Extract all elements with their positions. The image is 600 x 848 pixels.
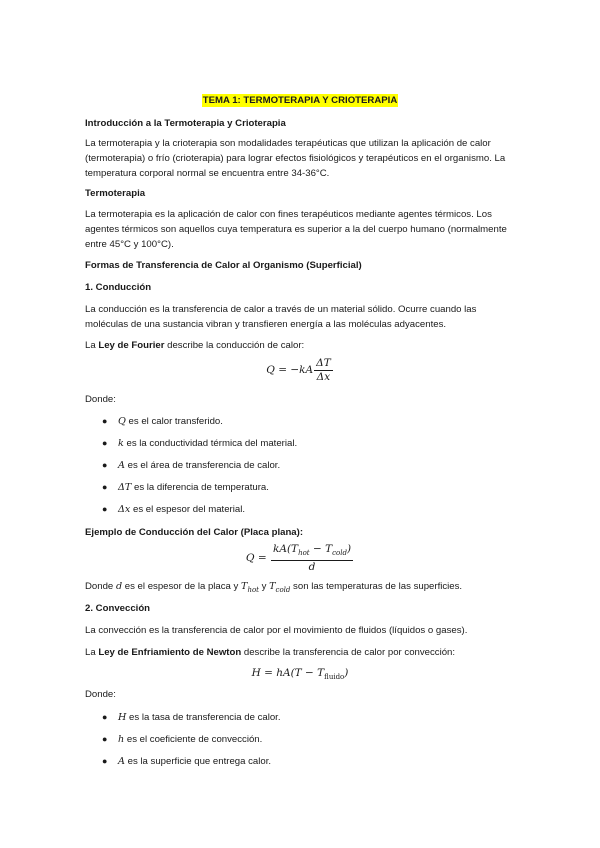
symbol: Δx — [118, 504, 131, 515]
newton-law-name: Ley de Enfriamiento de Newton — [98, 647, 242, 658]
termoterapia-heading: Termoterapia — [85, 188, 146, 199]
fourier-law-name: Ley de Fourier — [98, 340, 165, 351]
item-text: es la tasa de transferencia de calor. — [126, 712, 281, 723]
symbol: d — [115, 581, 123, 592]
eq-part: H = hA(T − T — [251, 667, 325, 679]
bullet-dot: ● — [102, 438, 108, 448]
list-item — [118, 732, 518, 747]
conduccion-heading: 1. Conducción — [85, 282, 152, 293]
item-text: es el coeficiente de convección. — [124, 734, 263, 745]
newton-prefix: La — [85, 647, 99, 658]
donde-label-1: Donde: — [85, 394, 116, 405]
text: Donde — [85, 581, 116, 592]
symbol: T — [269, 581, 276, 592]
donde-label-2: Donde: — [85, 689, 116, 700]
num-part: kA(T — [273, 543, 299, 555]
symbol: Q — [118, 416, 126, 427]
bullet-dot: ● — [102, 504, 108, 514]
fourier-suffix: describe la conducción de calor: — [164, 340, 305, 351]
eq-part: ) — [344, 667, 349, 679]
symbol: ΔT — [118, 482, 132, 493]
item-text: es el área de transferencia de calor. — [124, 460, 281, 471]
num-sub: hot — [298, 549, 310, 558]
bullet-dot: ● — [102, 712, 108, 722]
fourier-intro — [85, 338, 517, 353]
newton-equation — [0, 666, 600, 685]
fourier-equation — [0, 357, 600, 384]
placa-numerator — [271, 543, 353, 561]
termoterapia-paragraph: La termoterapia es la aplicación de calor con fines terapéuticos mediante agentes térmicos. Los agentes térmicos son aquellos cuya temperatura es superior a la del cuerpo humano (normalmente entre 45°C y 100°C). — [85, 209, 507, 250]
list-item — [118, 436, 518, 451]
intro-heading: Introducción a la Termoterapia y Crioterapia — [85, 118, 286, 129]
list-item — [118, 458, 518, 473]
newton-intro — [85, 645, 517, 660]
eq-sub: fluido — [324, 673, 345, 682]
item-text: es la conductividad térmica del material. — [123, 438, 298, 449]
newton-suffix: describe la transferencia de calor por convección: — [241, 647, 456, 658]
symbol: H — [118, 712, 127, 723]
item-text: es la superficie que entrega calor. — [124, 756, 272, 767]
fourier-denominator: Δx — [316, 371, 331, 383]
list-item — [118, 710, 518, 725]
placa-eq-lhs: Q = — [245, 552, 267, 565]
donde-placa-paragraph — [85, 579, 517, 598]
placa-denominator: d — [308, 561, 316, 574]
item-text: es el calor transferido. — [125, 416, 223, 427]
document-title — [0, 93, 600, 108]
symbol: h — [118, 734, 125, 745]
bullet-dot: ● — [102, 756, 108, 766]
text: son las temperaturas de las superficies. — [290, 581, 463, 592]
text: es el espesor de la placa y — [122, 581, 242, 592]
num-part: ) — [346, 543, 352, 555]
fourier-fraction — [314, 357, 333, 384]
title-highlight: TEMA 1: TERMOTERAPIA Y CRIOTERAPIA — [202, 95, 398, 106]
bullet-dot: ● — [102, 416, 108, 426]
list-item — [118, 480, 518, 495]
text: y — [258, 581, 270, 592]
fourier-numerator: ΔT — [316, 357, 331, 369]
item-text: es el espesor del material. — [130, 504, 245, 515]
formas-heading: Formas de Transferencia de Calor al Organismo (Superficial) — [85, 260, 362, 271]
list-item — [118, 754, 518, 769]
bullet-dot: ● — [102, 482, 108, 492]
symbol: k — [118, 438, 124, 449]
num-sub: cold — [332, 549, 347, 558]
symbol: A — [118, 756, 125, 767]
list-item — [118, 414, 518, 429]
num-part: − T — [309, 543, 333, 555]
fourier-eq-lhs: Q = −kA — [266, 364, 314, 376]
conveccion-paragraph: La convección es la transferencia de calor por el movimiento de fluidos (líquidos o gases). — [85, 625, 468, 636]
symbol-sub: hot — [247, 585, 259, 594]
conveccion-heading: 2. Convección — [85, 603, 151, 614]
bullet-dot: ● — [102, 460, 108, 470]
bullet-dot: ● — [102, 734, 108, 744]
placa-fraction — [271, 543, 353, 574]
list-item — [118, 502, 518, 517]
conduccion-paragraph: La conducción es la transferencia de calor a través de un material sólido. Ocurre cuando las moléculas de una sustancia vibran y transfieren energía a las moléculas adyacentes. — [85, 304, 477, 330]
fourier-prefix: La — [85, 340, 99, 351]
symbol-sub: cold — [275, 585, 291, 594]
symbol: T — [241, 581, 248, 592]
symbol: A — [118, 460, 125, 471]
placa-equation — [0, 543, 600, 574]
intro-paragraph: La termoterapia y la crioterapia son modalidades terapéuticas que utilizan la aplicación de calor (termoterapia) o frío (crioterapia) para lograr efectos fisiológicos y terapéuticos en el organismo. La temperatura corporal normal se encuentra entre 34-36°C. — [85, 138, 506, 179]
ejemplo-heading: Ejemplo de Conducción del Calor (Placa plana): — [85, 527, 304, 538]
item-text: es la diferencia de temperatura. — [131, 482, 269, 493]
